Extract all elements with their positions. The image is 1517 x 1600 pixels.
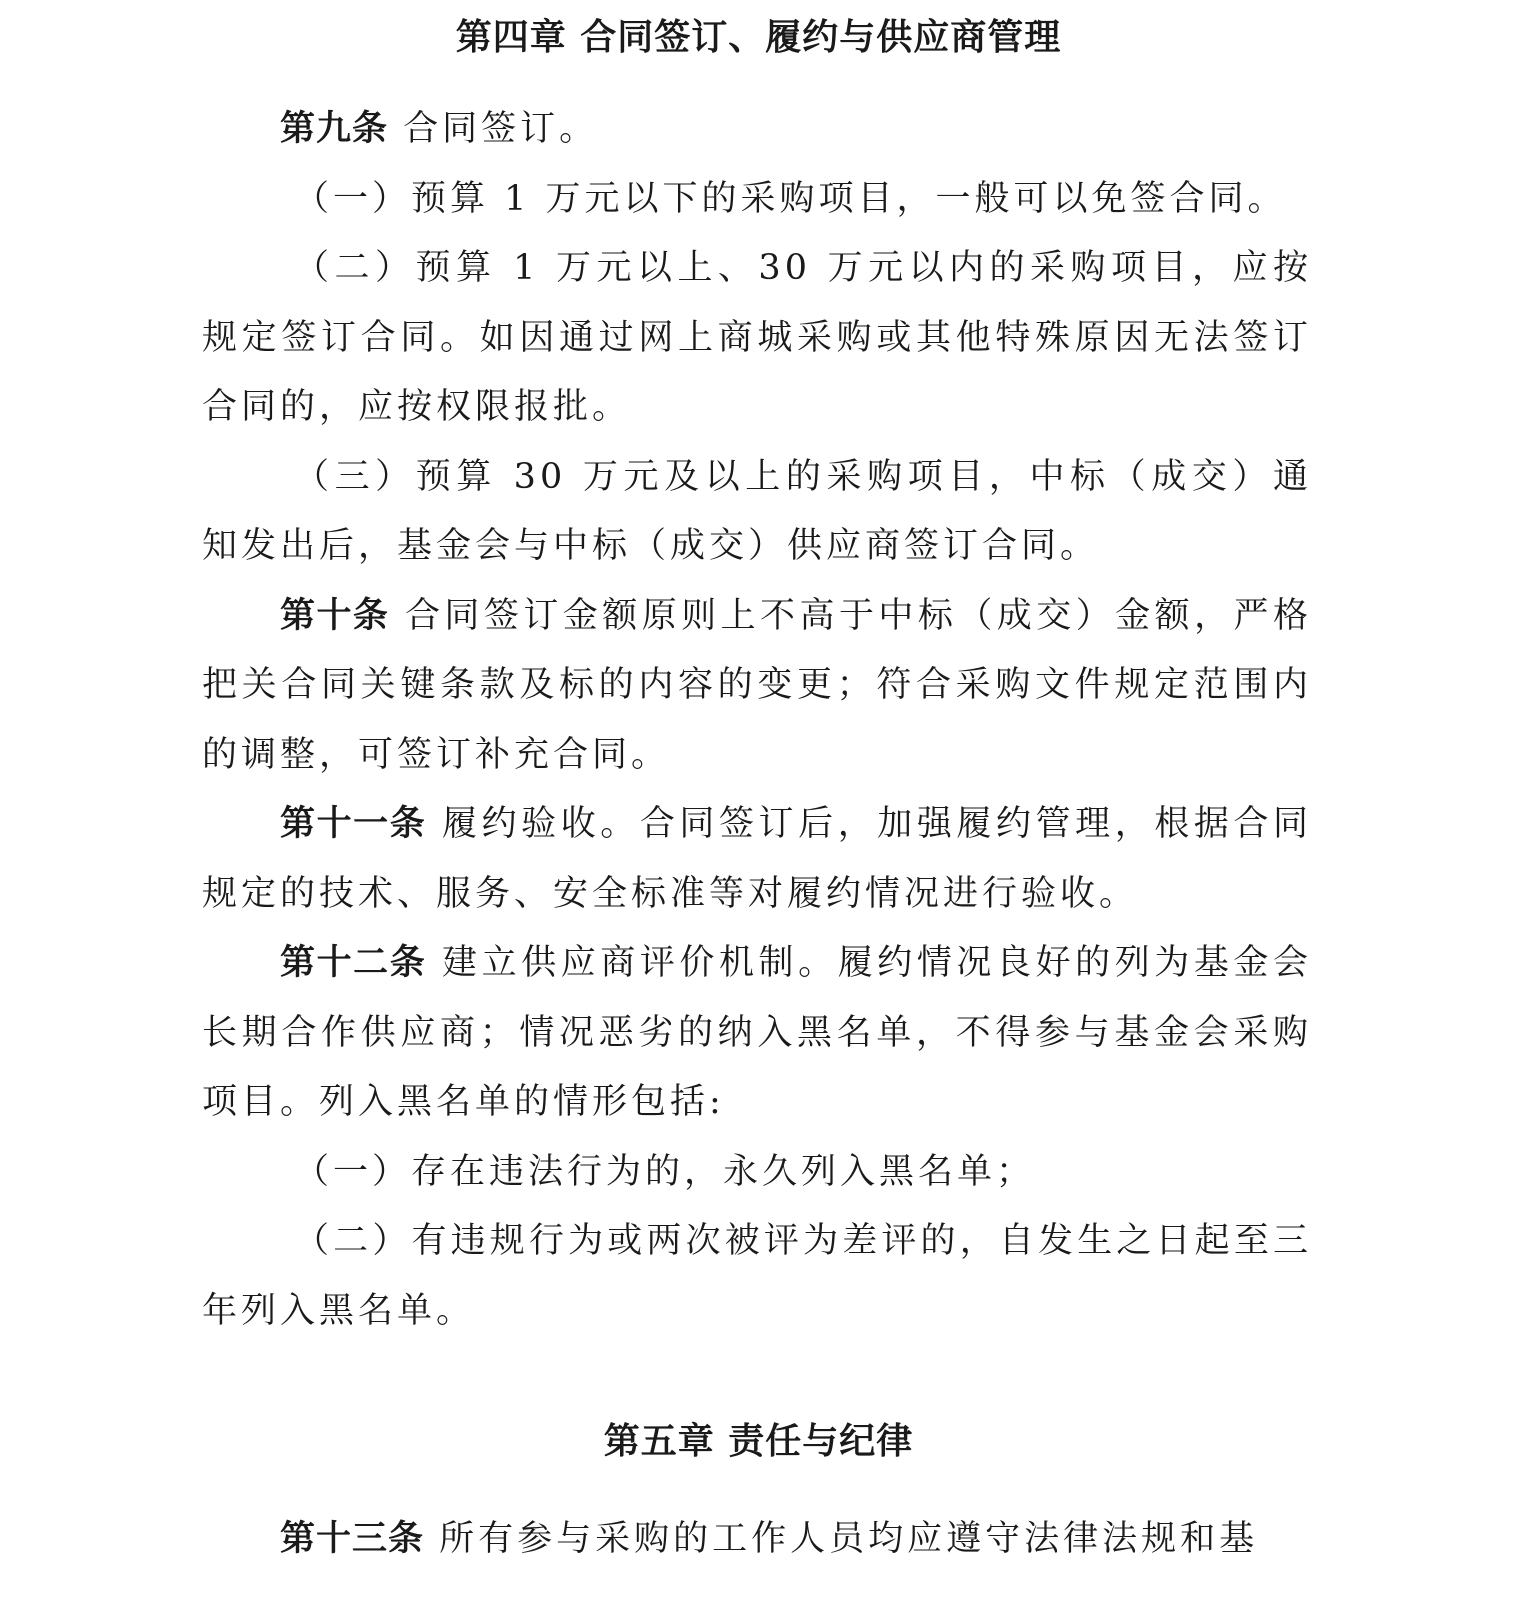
- article-13: [202, 1505, 1312, 1575]
- article-13-heading: 第十三条: [280, 1519, 425, 1559]
- chapter-5-body: [202, 1505, 1312, 1575]
- article-9: [202, 95, 1312, 165]
- article-11: [202, 790, 1312, 929]
- article-9-item-3: （三）预算 30 万元及以上的采购项目，中标（成交）通知发出后，基金会与中标（成交）供应商签订合同。: [202, 456, 1312, 566]
- article-12-item-1: （一）存在违法行为的，永久列入黑名单；: [294, 1151, 1036, 1192]
- article-10-heading: 第十条: [280, 595, 390, 636]
- article-12-text: 建立供应商评价机制。履约情况良好的列为基金会长期合作供应商；情况恶劣的纳入黑名单，不得参与基金会采购项目。列入黑名单的情形包括:: [202, 943, 1312, 1122]
- chapter-4-body: [202, 95, 1312, 1346]
- article-9-item-2: （二）预算 1 万元以上、30 万元以内的采购项目，应按规定签订合同。如因通过网上商城采购或其他特殊原因无法签订合同的，应按权限报批。: [202, 248, 1312, 427]
- article-10-text: 合同签订金额原则上不高于中标（成交）金额，严格把关合同关键条款及标的内容的变更；符合采购文件规定范围内的调整，可签订补充合同。: [202, 595, 1312, 775]
- article-11-text: 履约验收。合同签订后，加强履约管理，根据合同规定的技术、服务、安全标准等对履约情况进行验收。: [202, 804, 1312, 914]
- article-9-item-1: （一）预算 1 万元以下的采购项目，一般可以免签合同。: [294, 178, 1287, 219]
- article-9-text: 合同签订。: [388, 109, 599, 149]
- chapter-4-title: 第四章 合同签订、履约与供应商管理: [455, 17, 1062, 58]
- chapter-5-title: 第五章 责任与纪律: [603, 1421, 914, 1462]
- article-12-heading: 第十二条: [280, 943, 427, 983]
- article-12-item-2: （二）有违规行为或两次被评为差评的，自发生之日起至三年列入黑名单。: [202, 1221, 1312, 1331]
- article-12: [202, 929, 1312, 1138]
- article-10: [202, 582, 1312, 791]
- article-11-heading: 第十一条: [280, 804, 427, 844]
- article-13-text: 所有参与采购的工作人员均应遵守法律法规和基: [424, 1519, 1259, 1559]
- article-9-heading: 第九条: [280, 109, 389, 149]
